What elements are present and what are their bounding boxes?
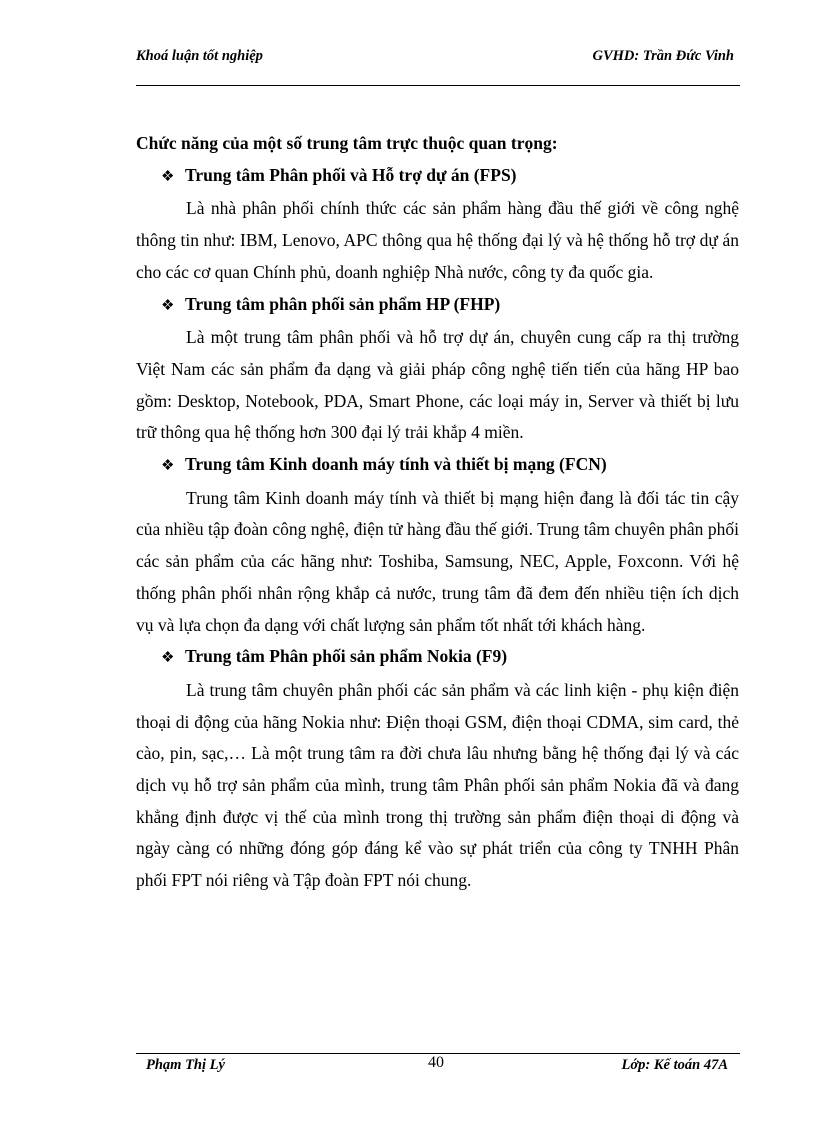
header-thesis-label: Khoá luận tốt nghiệp bbox=[136, 48, 263, 64]
item-title-fps bbox=[136, 160, 739, 194]
item-title-fcn bbox=[136, 449, 739, 483]
diamond-bullet-icon: ❖ bbox=[161, 650, 175, 667]
page-header bbox=[136, 48, 738, 70]
item-title-text: Trung tâm Phân phối và Hỗ trợ dự án (FPS) bbox=[185, 164, 517, 185]
diamond-bullet-icon: ❖ bbox=[161, 297, 175, 314]
item-body-fps: Là nhà phân phối chính thức các sản phẩm hàng đầu thế giới về công nghệ thông tin như: IBM, Lenovo, APC thông qua hệ thống đại lý và hệ thống hỗ trợ dự án cho các cơ quan Chính phủ, doanh nghiệp Nhà nước, công ty đa quốc gia. bbox=[136, 198, 739, 282]
item-title-text: Trung tâm Kinh doanh máy tính và thiết bị mạng (FCN) bbox=[185, 454, 607, 475]
header-advisor: GVHD: Trần Đức Vinh bbox=[592, 48, 734, 64]
item-title-text: Trung tâm phân phối sản phẩm HP (FHP) bbox=[185, 293, 501, 314]
header-divider bbox=[136, 85, 740, 86]
item-body-f9: Là trung tâm chuyên phân phối các sản phẩm và các linh kiện - phụ kiện điện thoại di động của hãng Nokia như: Điện thoại GSM, điện thoại CDMA, sim card, thẻ cào, pin, sạc,… Là một trung tâm ra đời chưa lâu nhưng bằng hệ thống đại lý và các dịch vụ hỗ trợ sản phẩm của mình, trung tâm Phân phối sản phẩm Nokia đã và đang khẳng định được vị thế của mình trong thị trường sản phẩm điện thoại di động và ngày càng có những đóng góp đáng kể vào sự phát triển của công ty TNHH Phân phối FPT nói riêng và Tập đoàn FPT nói chung. bbox=[136, 679, 739, 891]
item-title-text: Trung tâm Phân phối sản phẩm Nokia (F9) bbox=[185, 646, 508, 667]
footer-class: Lớp: Kế toán 47A bbox=[621, 1057, 728, 1073]
section-title: Chức năng của một số trung tâm trực thuộc quan trọng: bbox=[136, 133, 558, 153]
item-body-fhp: Là một trung tâm phân phối và hỗ trợ dự án, chuyên cung cấp ra thị trường Việt Nam các sản phẩm đa dạng và giải pháp công nghệ tiến tiến của hãng HP bao gồm: Desktop, Notebook, PDA, Smart Phone, các loại máy in, Server và thiết bị lưu trữ thông qua hệ thống hơn 300 đại lý trải khắp 4 miền. bbox=[136, 327, 739, 443]
footer-author: Phạm Thị Lý bbox=[146, 1057, 225, 1073]
page-number: 40 bbox=[428, 1054, 444, 1071]
item-title-fhp bbox=[136, 289, 739, 323]
item-title-f9 bbox=[136, 641, 739, 675]
diamond-bullet-icon: ❖ bbox=[161, 168, 175, 185]
page-body bbox=[136, 128, 739, 897]
diamond-bullet-icon: ❖ bbox=[161, 458, 175, 475]
page-footer bbox=[136, 1055, 738, 1077]
item-body-fcn: Trung tâm Kinh doanh máy tính và thiết bị mạng hiện đang là đối tác tin cậy của nhiều tập đoàn công nghệ, điện tử hàng đầu thế giới. Trung tâm chuyên phân phối các sản phẩm của các hãng như: Toshiba, Samsung, NEC, Apple, Foxconn. Với hệ thống phân phối nhân rộng khắp cả nước, trung tâm đã đem đến nhiều tiện ích dịch vụ và lựa chọn đa dạng với chất lượng sản phẩm tốt nhất tới khách hàng. bbox=[136, 487, 739, 635]
